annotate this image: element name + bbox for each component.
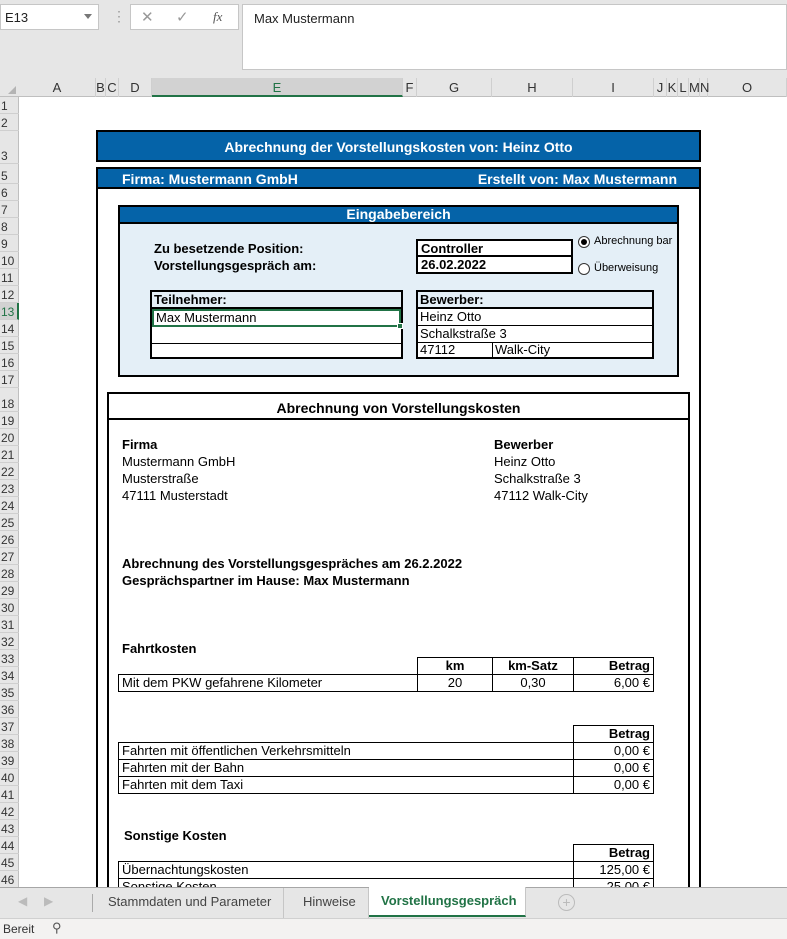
row-header-24[interactable]: 24 bbox=[0, 497, 19, 514]
add-sheet-icon[interactable]: + bbox=[558, 894, 575, 911]
row-header-32[interactable]: 32 bbox=[0, 633, 19, 650]
sheet-title: Abrechnung der Vorstellungskosten von: Heinz Otto bbox=[224, 139, 573, 155]
row-header-39[interactable]: 39 bbox=[0, 752, 19, 769]
km-header: km bbox=[417, 657, 493, 675]
row-header-11[interactable]: 11 bbox=[0, 269, 19, 286]
participant-cell-1[interactable]: Max Mustermann bbox=[152, 309, 401, 327]
status-ready: Bereit bbox=[3, 922, 35, 936]
row-header-41[interactable]: 41 bbox=[0, 786, 19, 803]
column-header-g[interactable]: G bbox=[417, 78, 492, 97]
other-row-label[interactable]: Übernachtungskosten bbox=[118, 861, 574, 879]
row-header-46[interactable]: 46 bbox=[0, 871, 19, 888]
row-header-13[interactable]: 13 bbox=[0, 303, 19, 320]
row-header-34[interactable]: 34 bbox=[0, 667, 19, 684]
applicant-header: Bewerber: bbox=[418, 292, 652, 309]
sheet-title-bar bbox=[96, 130, 701, 162]
participants-header: Teilnehmer: bbox=[152, 292, 401, 309]
tab-divider bbox=[92, 894, 93, 912]
date-label: Vorstellungsgespräch am: bbox=[154, 258, 317, 273]
enter-icon[interactable]: ✓ bbox=[176, 9, 189, 26]
function-icon[interactable]: fx bbox=[213, 9, 223, 24]
column-header-k[interactable]: K bbox=[667, 80, 677, 95]
row-header-37[interactable]: 37 bbox=[0, 718, 19, 735]
transport-row-amount[interactable]: 0,00 € bbox=[573, 742, 654, 760]
other-row-amount[interactable]: 125,00 € bbox=[573, 861, 654, 879]
row-header-5[interactable]: 5 bbox=[0, 167, 19, 184]
info-bar bbox=[98, 169, 699, 189]
car-row-amount[interactable]: 6,00 € bbox=[573, 674, 654, 692]
row-header-18[interactable]: 18 bbox=[0, 388, 19, 412]
radio-cash[interactable] bbox=[578, 236, 590, 248]
column-header-i[interactable]: I bbox=[573, 78, 654, 97]
radio-transfer-label: Überweisung bbox=[594, 262, 659, 274]
row-header-42[interactable]: 42 bbox=[0, 803, 19, 820]
row-header-44[interactable]: 44 bbox=[0, 837, 19, 854]
sheet-tab-bar bbox=[0, 887, 787, 918]
formula-buttons bbox=[130, 4, 239, 30]
column-header-h[interactable]: H bbox=[492, 78, 573, 97]
statement-applicant-line-1: Heinz Otto bbox=[494, 454, 556, 469]
formula-input[interactable]: Max Mustermann bbox=[242, 4, 787, 70]
column-header-b[interactable]: B bbox=[96, 80, 105, 95]
input-area-title: Eingabebereich bbox=[120, 207, 677, 224]
row-header-15[interactable]: 15 bbox=[0, 337, 19, 354]
row-header-43[interactable]: 43 bbox=[0, 820, 19, 837]
transport-row-label[interactable]: Fahrten mit dem Taxi bbox=[118, 776, 574, 794]
partner-line: Gesprächspartner im Hause: Max Mustermann bbox=[122, 573, 410, 588]
row-headers bbox=[0, 97, 19, 887]
row-header-27[interactable]: 27 bbox=[0, 548, 19, 565]
scroll-left-icon[interactable]: ◀ bbox=[18, 894, 28, 908]
applicant-table bbox=[416, 290, 654, 359]
km-rate-header: km-Satz bbox=[492, 657, 574, 675]
row-header-17[interactable]: 17 bbox=[0, 371, 19, 388]
date-input[interactable]: 26.02.2022 bbox=[416, 257, 573, 274]
statement-applicant-header: Bewerber bbox=[494, 437, 554, 452]
row-header-1[interactable]: 1 bbox=[0, 97, 19, 114]
participant-cell-3[interactable] bbox=[152, 344, 401, 357]
chevron-down-icon[interactable] bbox=[84, 14, 92, 19]
name-box[interactable] bbox=[0, 4, 99, 30]
tab-hinweise[interactable]: Hinweise bbox=[291, 888, 369, 918]
row-header-25[interactable]: 25 bbox=[0, 514, 19, 531]
participants-table bbox=[150, 290, 403, 359]
row-header-28[interactable]: 28 bbox=[0, 565, 19, 582]
statement-company-line-2: Musterstraße bbox=[122, 471, 199, 486]
statement-title: Abrechnung von Vorstellungskosten bbox=[109, 394, 688, 420]
statement-company-header: Firma bbox=[122, 437, 158, 452]
row-header-19[interactable]: 19 bbox=[0, 412, 19, 429]
tab-stammdaten[interactable]: Stammdaten und Parameter bbox=[96, 888, 284, 918]
column-header-f[interactable]: F bbox=[403, 78, 417, 97]
row-header-45[interactable]: 45 bbox=[0, 854, 19, 871]
column-header-c[interactable]: C bbox=[106, 78, 119, 97]
row-header-31[interactable]: 31 bbox=[0, 616, 19, 633]
row-header-33[interactable]: 33 bbox=[0, 650, 19, 667]
scroll-right-icon[interactable]: ▶ bbox=[44, 894, 54, 908]
row-header-40[interactable]: 40 bbox=[0, 769, 19, 786]
statement-applicant-line-2: Schalkstraße 3 bbox=[494, 471, 581, 486]
transport-amount-header: Betrag bbox=[573, 725, 654, 743]
row-header-3[interactable]: 3 bbox=[0, 131, 19, 164]
row-header-20[interactable]: 20 bbox=[0, 429, 19, 446]
row-header-16[interactable]: 16 bbox=[0, 354, 19, 371]
column-header-l[interactable]: L bbox=[678, 78, 689, 97]
row-header-21[interactable]: 21 bbox=[0, 446, 19, 463]
applicant-city-cell[interactable]: Walk-City bbox=[495, 342, 551, 357]
status-bar bbox=[0, 918, 787, 939]
column-header-n[interactable]: N bbox=[700, 80, 710, 95]
car-amount-header: Betrag bbox=[573, 657, 654, 675]
radio-cash-label: Abrechnung bar bbox=[594, 235, 673, 247]
travel-header: Fahrtkosten bbox=[122, 641, 197, 656]
row-header-26[interactable]: 26 bbox=[0, 531, 19, 548]
position-label: Zu besetzende Position: bbox=[154, 241, 304, 256]
position-input[interactable]: Controller bbox=[416, 239, 573, 257]
car-row-rate[interactable]: 0,30 bbox=[492, 674, 574, 692]
applicant-name-cell[interactable]: Heinz Otto bbox=[418, 309, 652, 326]
accessibility-icon[interactable]: ⚲ bbox=[52, 920, 62, 935]
row-header-10[interactable]: 10 bbox=[0, 252, 19, 269]
row-header-22[interactable]: 22 bbox=[0, 463, 19, 480]
row-header-36[interactable]: 36 bbox=[0, 701, 19, 718]
drag-handle-icon[interactable]: ⋮ bbox=[112, 8, 126, 24]
row-header-30[interactable]: 30 bbox=[0, 599, 19, 616]
transport-row-label[interactable]: Fahrten mit öffentlichen Verkehrsmitteln bbox=[118, 742, 574, 760]
column-header-d[interactable]: D bbox=[119, 78, 152, 97]
statement-company-line-3: 47111 Musterstadt bbox=[122, 488, 228, 503]
column-header-a[interactable]: A bbox=[19, 78, 96, 97]
column-header-o[interactable]: O bbox=[708, 78, 787, 97]
row-header-8[interactable]: 8 bbox=[0, 218, 19, 235]
row-header-23[interactable]: 23 bbox=[0, 480, 19, 497]
applicant-zip-cell[interactable]: 47112 bbox=[418, 343, 493, 357]
row-header-35[interactable]: 35 bbox=[0, 684, 19, 701]
radio-transfer[interactable] bbox=[578, 263, 590, 275]
row-header-38[interactable]: 38 bbox=[0, 735, 19, 752]
car-row-km[interactable]: 20 bbox=[417, 674, 493, 692]
statement-company-line-1: Mustermann GmbH bbox=[122, 454, 236, 469]
other-amount-header: Betrag bbox=[573, 844, 654, 862]
row-header-6[interactable]: 6 bbox=[0, 184, 19, 201]
other-costs-header: Sonstige Kosten bbox=[124, 828, 227, 843]
statement-applicant-line-3: 47112 Walk-City bbox=[494, 488, 588, 503]
column-headers bbox=[0, 78, 787, 97]
transport-row-amount[interactable]: 0,00 € bbox=[573, 776, 654, 794]
row-header-12[interactable]: 12 bbox=[0, 286, 19, 303]
row-header-14[interactable]: 14 bbox=[0, 320, 19, 337]
transport-row-amount[interactable]: 0,00 € bbox=[573, 759, 654, 777]
column-header-e[interactable]: E bbox=[152, 78, 403, 97]
column-header-m[interactable]: M bbox=[689, 80, 700, 95]
applicant-street-cell[interactable]: Schalkstraße 3 bbox=[418, 326, 652, 343]
created-by-line: Erstellt von: Max Mustermann bbox=[477, 171, 677, 187]
transport-row-label[interactable]: Fahrten mit der Bahn bbox=[118, 759, 574, 777]
name-box-value: E13 bbox=[5, 10, 29, 25]
row-header-2[interactable]: 2 bbox=[0, 114, 19, 131]
tab-vorstellungsgespraech[interactable]: Vorstellungsgespräch bbox=[369, 887, 526, 917]
row-header-29[interactable]: 29 bbox=[0, 582, 19, 599]
interview-line: Abrechnung des Vorstellungsgespräches am 26.2.2022 bbox=[122, 556, 463, 571]
column-header-j[interactable]: J bbox=[654, 78, 667, 97]
company-line: Firma: Mustermann GmbH bbox=[122, 171, 298, 187]
select-all-button[interactable] bbox=[0, 78, 19, 97]
cancel-icon[interactable]: ✕ bbox=[141, 9, 154, 26]
car-row-label[interactable]: Mit dem PKW gefahrene Kilometer bbox=[118, 674, 418, 692]
row-header-7[interactable]: 7 bbox=[0, 201, 19, 218]
participant-cell-2[interactable] bbox=[152, 327, 401, 344]
row-header-9[interactable]: 9 bbox=[0, 235, 19, 252]
